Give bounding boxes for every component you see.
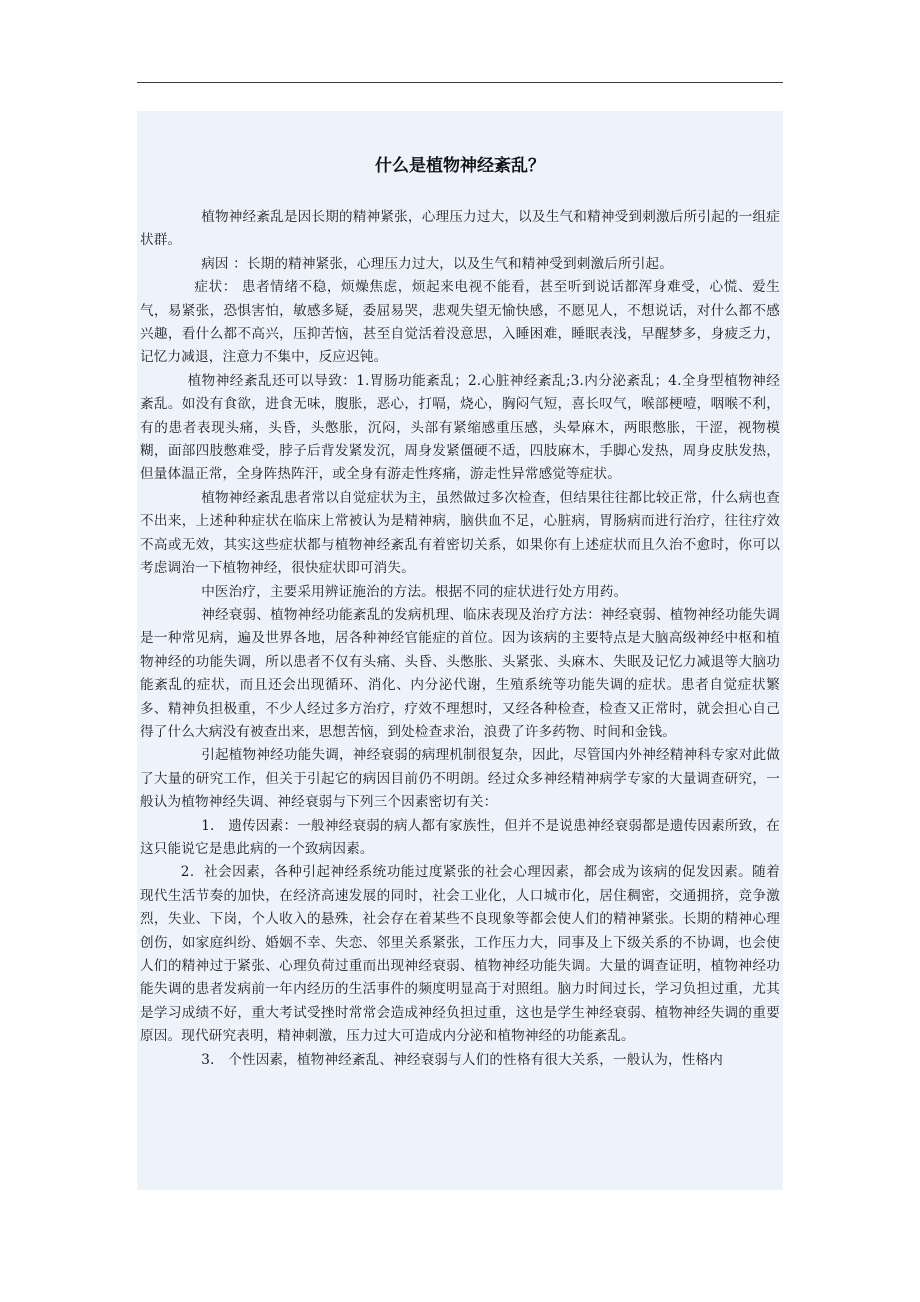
page-title: 什么是植物神经紊乱？ bbox=[375, 156, 545, 176]
article-panel bbox=[137, 111, 783, 1190]
paragraph-cause: 病因 ：长期的精神紧张，心理压力过大，以及生气和精神受到刺激后所引起。 bbox=[201, 255, 673, 272]
paragraph-types: 植物神经紊乱还可以导致：1.胃肠功能紊乱；2.心脏神经紊乱;3.内分泌紊乱；4.全身型植物神经紊乱。如没有食欲，进食无味，腹胀，恶心，打嗝，烧心，胸闷气短，喜长叹气，喉部梗噎，咽喉不利，有的患者表现头痛，头昏，头憋胀，沉闷，头部有紧缩感重压感，头晕麻木，两眼憋胀，干涩，视物模糊，面部四肢憋难受，脖子后背发紧发沉，周身发紧僵硬不适，四肢麻木，手脚心发热，周身皮肤发热，但量体温正常，全身阵热阵汗，或全身有游走性疼痛，游走性异常感觉等症状。 bbox=[140, 372, 780, 483]
article-body bbox=[140, 206, 780, 1072]
paragraph-social-factor: 2．社会因素，各种引起神经系统功能过度紧张的社会心理因素，都会成为该病的促发因素。随着现代生活节奏的加快，在经济高速发展的同时，社会工业化，人口城市化，居住稠密，交通拥挤，竞争激烈，失业、下岗，个人收入的悬殊，社会存在着某些不良现象等都会使人们的精神紧张。长期的精神心理创伤，如家庭纠纷、婚姻不幸、失恋、邻里关系紧张，工作压力大，同事及上下级关系的不协调，也会使人们的精神过于紧张、心理负荷过重而出现神经衰弱、植物神经功能失调。大量的调查证明，植物神经功能失调的患者发病前一年内经历的生活事件的频度明显高于对照组。脑力时间过长，学习负担过重，尤其是学习成绩不好，重大考试受挫时常常会造成神经负担过重，这也是学生神经衰弱、植物神经失调的重要原因。现代研究表明，精神刺激，压力过大可造成内分泌和植物神经的功能紊乱。 bbox=[140, 864, 780, 1045]
paragraph-personality-factor: 3. 个性因素，植物神经紊乱、神经衰弱与人们的性格有很大关系，一般认为，性格内 bbox=[201, 1051, 723, 1068]
paragraph-tcm: 中医治疗，主要采用辨证施治的方法。根据不同的症状进行处方用药。 bbox=[201, 583, 628, 600]
header-rule bbox=[137, 82, 783, 83]
paragraph-mechanism: 神经衰弱、植物神经功能紊乱的发病机理、临床表现及治疗方法：神经衰弱、植物神经功能失调是一种常见病，遍及世界各地，居各种神经官能症的首位。因为该病的主要特点是大脑高级神经中枢和植物神经的功能失调，所以患者不仅有头痛、头昏、头憋胀、头紧张、头麻木、失眠及记忆力减退等大脑功能紊乱的症状，而且还会出现循环、消化、内分泌代谢，生殖系统等功能失调的症状。患者自觉症状繁多、精神负担极重，不少人经过多方治疗，疗效不理想时，又经各种检查，检查又正常时，就会担心自己得了什么大病没有被查出来，思想苦恼，到处检查求治，浪费了许多药物、时间和金钱。 bbox=[140, 606, 780, 740]
paragraph-intro: 植物神经紊乱是因长期的精神紧张，心理压力过大，以及生气和精神受到刺激后所引起的一组症状群。 bbox=[140, 209, 780, 249]
paragraph-symptoms: 症状： 患者情绪不稳，烦燥焦虑，烦起来电视不能看，甚至听到说话都浑身难受，心慌、爱生气，易紧张，恐惧害怕，敏感多疑，委屈易哭，悲观失望无愉快感，不愿见人，不想说话，对什么都不感兴趣，看什么都不高兴，压抑苦恼，甚至自觉活着没意思，入睡困难，睡眠表浅，早醒梦多，身疲乏力，记忆力减退，注意力不集中，反应迟钝。 bbox=[140, 279, 780, 366]
paragraph-genetic-factor: 1. 遗传因素：一般神经衰弱的病人都有家族性，但并不是说患神经衰弱都是遗传因素所致，在这只能说它是患此病的一个致病因素。 bbox=[140, 817, 780, 857]
paragraph-causes-overview: 引起植物神经功能失调，神经衰弱的病理机制很复杂，因此，尽管国内外神经精神科专家对此做了大量的研究工作，但关于引起它的病因目前仍不明朗。经过众多神经精神病学专家的大量调查研究，一般认为植物神经失调、神经衰弱与下列三个因素密切有关： bbox=[140, 747, 780, 811]
paragraph-diagnosis: 植物神经紊乱患者常以自觉症状为主，虽然做过多次检查，但结果往往都比较正常，什么病也查不出来，上述种种症状在临床上常被认为是精神病，脑供血不足，心脏病，胃肠病而进行治疗，往往疗效不高或无效，其实这些症状都与植物神经紊乱有着密切关系，如果你有上述症状而且久治不愈时，你可以考虑调治一下植物神经，很快症状即可消失。 bbox=[140, 489, 780, 577]
